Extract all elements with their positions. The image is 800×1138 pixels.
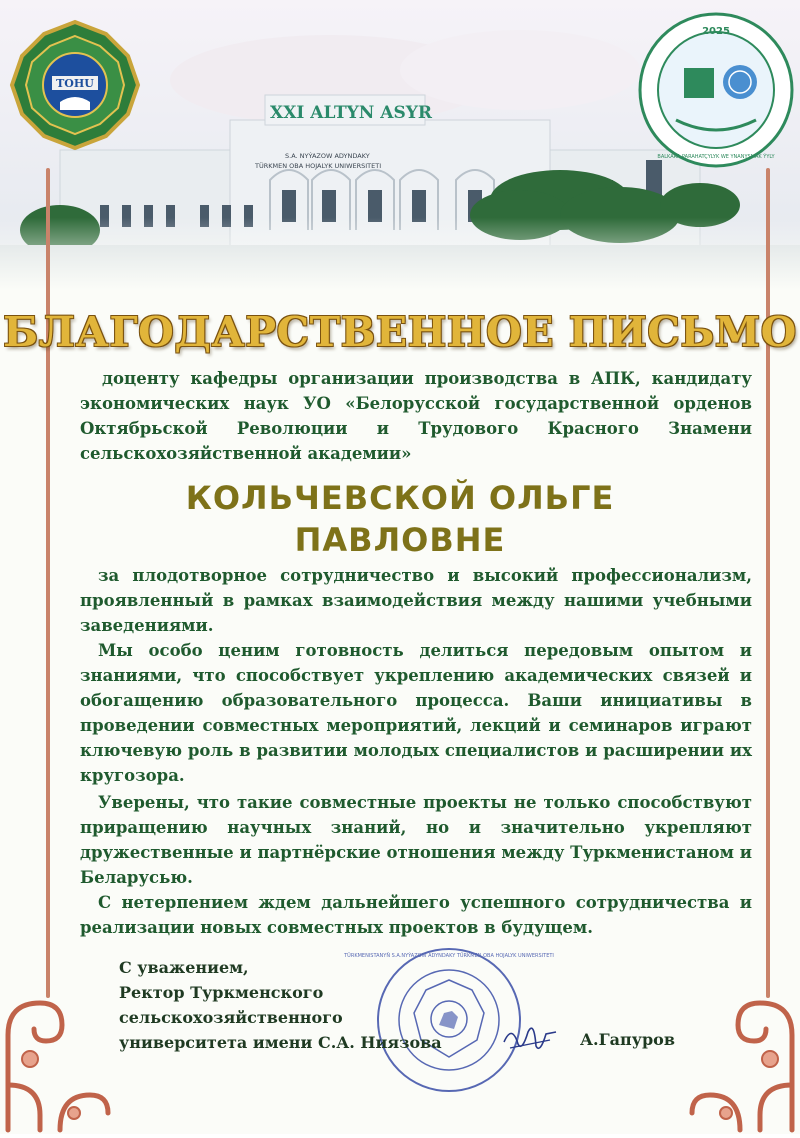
stamp-ring-text: TÜRKMENISTANYŇ S.A.NYÝAZOW ADYNDAKY TÜRKMEN OBA HOJALYK UNIWERSITETI <box>344 953 554 959</box>
recipient-name-line2: ПАВЛОВНЕ <box>294 521 506 559</box>
signer-name: А.Гапуров <box>580 1030 675 1049</box>
frame-left-border <box>46 168 50 998</box>
frame-right-border <box>766 168 770 998</box>
paragraph-2: Мы особо ценим готовность делиться передовым опытом и знаниями, что способствует укреплению академических связей и обогащению образовательного процесса. Ваши инициативы в проведении совместных мероприятий, лекций и семинаров играют ключевую роль в развитии молодых специалистов и расширении их кругозора. <box>80 641 752 785</box>
emblem-text: TOHU <box>56 77 94 90</box>
signer-title-line2: сельскохозяйственного <box>119 1008 343 1027</box>
recipient-name-line1: КОЛЬЧЕВСКОЙ ОЛЬГЕ <box>185 479 615 517</box>
signature-block <box>119 955 479 1055</box>
banner-text: XXI ALTYN ASYR <box>270 103 432 123</box>
paragraph-3: Уверены, что такие совместные проекты не только способствуют приращению научных знаний, но и значительно укрепляют дружественные и партнёрские отношения между Туркменистаном и Беларусью. <box>80 793 752 887</box>
ornament-left <box>0 995 120 1134</box>
signer-title-line1: Ректор Туркменского <box>119 983 324 1002</box>
signer-title-line3: университета имени С.А. Ниязова <box>119 1033 442 1052</box>
logo-ring-text: BALKARA PARAHATÇYLYK WE YNANYŞMAK ÝYLY <box>657 154 775 160</box>
peace-year-logo <box>636 10 796 170</box>
letter-title: БЛАГОДАРСТВЕННОЕ ПИСЬМО <box>3 308 797 356</box>
handwritten-signature <box>500 1018 560 1058</box>
recipient-name <box>0 477 800 561</box>
paragraph-4: С нетерпением ждем дальнейшего успешного сотрудничества и реализации новых совместных проектов в будущем. <box>80 893 752 937</box>
addressee-text: доценту кафедры организации производства в АПК, кандидату экономических наук УО «Белорусской государственной орденов Октябрьской Революции и Трудового Красного Знамени сельскохозяйственной академии» <box>80 369 752 463</box>
closing-line: С уважением, <box>119 958 249 977</box>
building-sign-line1: S.A. NYÝAZOW ADYNDAKY <box>285 152 370 160</box>
logo-year: 2025 <box>702 26 730 37</box>
paragraph-1: за плодотворное сотрудничество и высокий профессионализм, проявленный в рамках взаимодействия между нашими учебными заведениями. <box>80 566 752 635</box>
university-emblem <box>10 20 140 150</box>
ornament-right <box>655 995 800 1134</box>
building-sign-line2: TÜRKMEN OBA HOJALYK UNIWERSITETI <box>255 162 382 170</box>
